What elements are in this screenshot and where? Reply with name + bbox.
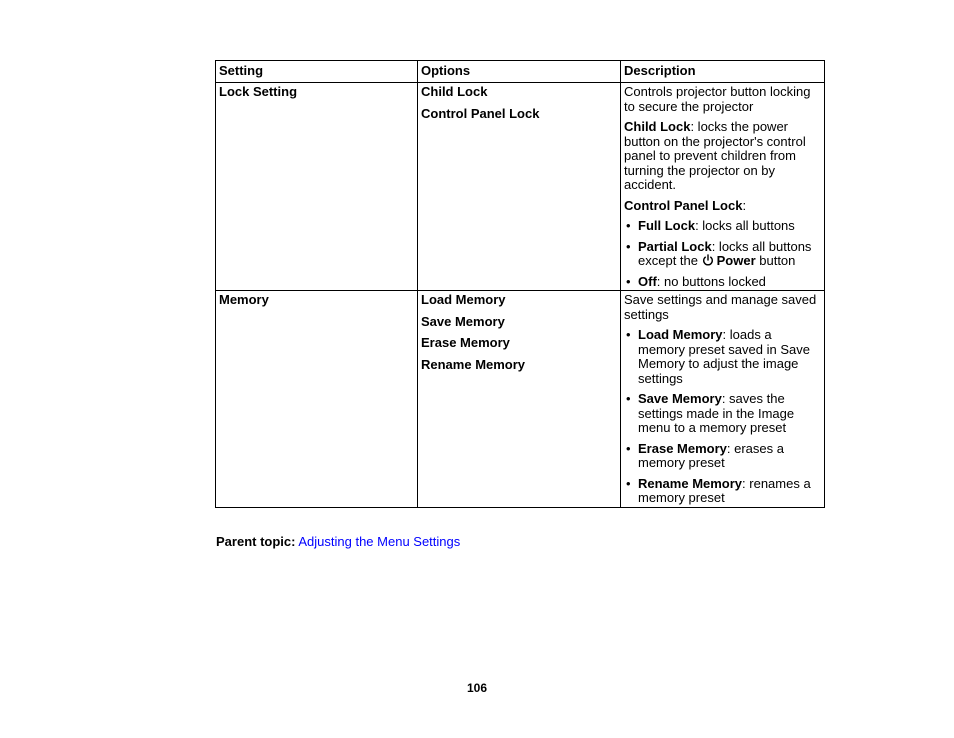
option-item: Save Memory xyxy=(421,313,505,329)
header-setting: Setting xyxy=(216,61,418,83)
list-item: • Save Memory: saves the settings made in the Image menu to a memory preset xyxy=(626,391,795,435)
list-item: • Rename Memory: renames a memory preset xyxy=(626,475,811,505)
power-icon xyxy=(702,254,714,266)
option-item: Rename Memory xyxy=(421,356,526,372)
list-item: • Off: no buttons locked xyxy=(626,273,766,289)
list-item: • Erase Memory: erases a memory preset xyxy=(626,440,784,470)
settings-table xyxy=(215,60,825,508)
description-intro: Controls projector button locking to secure the projector xyxy=(624,84,811,114)
list-item: • Load Memory: loads a memory preset saved in Save Memory to adjust the image settings xyxy=(626,327,810,386)
header-options: Options xyxy=(418,61,621,83)
parent-topic-label: Parent topic: xyxy=(216,534,296,549)
option-item: Erase Memory xyxy=(421,335,510,350)
setting-cell xyxy=(216,83,418,291)
bullet-list xyxy=(624,328,821,506)
list-item: • Partial Lock: locks all buttons except the Power button xyxy=(626,238,812,268)
description-cell xyxy=(621,291,825,508)
list-item: • Full Lock: locks all buttons xyxy=(626,218,795,233)
setting-cell xyxy=(216,291,418,508)
parent-topic xyxy=(216,534,460,549)
bullet-list xyxy=(624,219,821,289)
options-cell xyxy=(418,291,621,508)
page-number: 106 xyxy=(466,681,488,695)
options-cell xyxy=(418,83,621,291)
description-paragraph: Child Lock: locks the power button on the projector's control panel to prevent children from turning the projector on by accident. xyxy=(624,119,806,192)
option-item: Control Panel Lock xyxy=(421,105,540,121)
parent-topic-link[interactable]: Adjusting the Menu Settings xyxy=(298,534,461,549)
table-header-row xyxy=(216,61,825,83)
header-description: Description xyxy=(621,61,825,83)
setting-name: Memory xyxy=(219,292,269,307)
option-item: Child Lock xyxy=(421,84,488,99)
description-paragraph: Control Panel Lock: xyxy=(624,197,747,213)
description-intro: Save settings and manage saved settings xyxy=(624,292,817,322)
setting-name: Lock Setting xyxy=(219,84,298,99)
table-row xyxy=(216,291,825,508)
description-cell xyxy=(621,83,825,291)
table-row xyxy=(216,83,825,291)
option-item: Load Memory xyxy=(421,292,506,307)
